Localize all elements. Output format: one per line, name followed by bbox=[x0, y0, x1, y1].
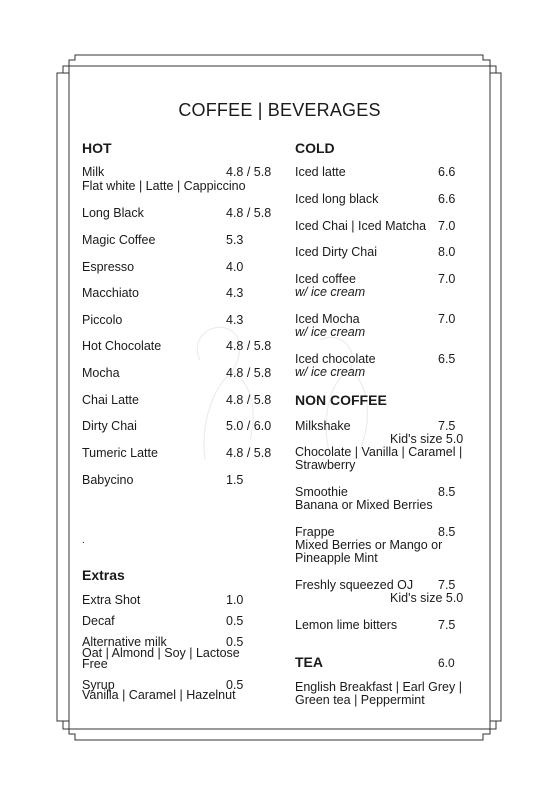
item-name: Iced coffee bbox=[295, 272, 356, 286]
item-name: Extra Shot bbox=[82, 593, 141, 607]
item-name: Iced Dirty Chai bbox=[295, 245, 377, 259]
item-price: 8.5 bbox=[438, 525, 456, 539]
item-price: 0.5 bbox=[226, 635, 244, 649]
kids-size-price: Kid's size 5.0 bbox=[390, 432, 464, 446]
item-price: 4.0 bbox=[226, 260, 244, 274]
item-options: Green tea | Peppermint bbox=[295, 693, 425, 707]
item-price: 4.8 / 5.8 bbox=[226, 206, 272, 220]
hot-heading: HOT bbox=[82, 140, 112, 156]
item-options: Oat | Almond | Soy | Lactose bbox=[82, 646, 240, 660]
item-price: 4.8 / 5.8 bbox=[226, 446, 272, 460]
kids-size-price: Kid's size 5.0 bbox=[390, 591, 464, 605]
item-price: 6.5 bbox=[438, 352, 456, 366]
item-name: Milk bbox=[82, 165, 105, 179]
item-options: w/ ice cream bbox=[295, 365, 366, 379]
item-options: w/ ice cream bbox=[295, 325, 366, 339]
item-name: Macchiato bbox=[82, 286, 139, 300]
item-name: Mocha bbox=[82, 366, 120, 380]
item-options: Banana or Mixed Berries bbox=[295, 498, 433, 512]
item-price: 6.6 bbox=[438, 165, 456, 179]
item-name: Long Black bbox=[82, 206, 144, 220]
item-price: 7.5 bbox=[438, 419, 456, 433]
item-price: 4.3 bbox=[226, 286, 244, 300]
item-name: Smoothie bbox=[295, 485, 348, 499]
stray-dot: . bbox=[82, 535, 85, 546]
item-options: Free bbox=[82, 657, 108, 671]
item-options: Vanilla | Caramel | Hazelnut bbox=[82, 688, 236, 702]
item-price: 6.6 bbox=[438, 192, 456, 206]
item-price: 4.8 / 5.8 bbox=[226, 393, 272, 407]
item-name: Iced Mocha bbox=[295, 312, 360, 326]
item-name: Babycino bbox=[82, 473, 134, 487]
item-name: Espresso bbox=[82, 260, 135, 274]
item-price: 7.0 bbox=[438, 312, 456, 326]
item-name: Lemon lime bitters bbox=[295, 618, 398, 632]
item-name: Iced long black bbox=[295, 192, 379, 206]
item-name: Frappe bbox=[295, 525, 335, 539]
item-price: 4.8 / 5.8 bbox=[226, 165, 272, 179]
item-name: Tumeric Latte bbox=[82, 446, 158, 460]
item-price: 7.5 bbox=[438, 578, 456, 592]
item-name: Freshly squeezed OJ bbox=[295, 578, 414, 592]
item-name: Dirty Chai bbox=[82, 419, 137, 433]
item-price: 7.5 bbox=[438, 618, 456, 632]
item-options: Mixed Berries or Mango or bbox=[295, 538, 443, 552]
item-name: Iced Chai | Iced Matcha bbox=[295, 219, 427, 233]
item-price: 0.5 bbox=[226, 614, 244, 628]
item-name: Alternative milk bbox=[82, 635, 167, 649]
item-price: 0.5 bbox=[226, 678, 244, 692]
item-name: Decaf bbox=[82, 614, 115, 628]
item-name: Iced chocolate bbox=[295, 352, 376, 366]
item-price: 8.0 bbox=[438, 245, 456, 259]
non-coffee-heading: NON COFFEE bbox=[295, 392, 387, 408]
item-price: 6.0 bbox=[438, 656, 455, 670]
item-price: 5.3 bbox=[226, 233, 244, 247]
item-options: Chocolate | Vanilla | Caramel | bbox=[295, 445, 463, 459]
item-price: 1.5 bbox=[226, 473, 244, 487]
item-name: Milkshake bbox=[295, 419, 351, 433]
item-name: Piccolo bbox=[82, 313, 123, 327]
item-price: 8.5 bbox=[438, 485, 456, 499]
item-name: Syrup bbox=[82, 678, 115, 692]
item-options: w/ ice cream bbox=[295, 285, 366, 299]
item-name: Chai Latte bbox=[82, 393, 139, 407]
item-name: Magic Coffee bbox=[82, 233, 156, 247]
item-price: 5.0 / 6.0 bbox=[226, 419, 272, 433]
cold-heading: COLD bbox=[295, 140, 335, 156]
item-options: English Breakfast | Earl Grey | bbox=[295, 680, 462, 694]
item-options: Flat white | Latte | Cappiccino bbox=[82, 179, 246, 193]
item-price: 7.0 bbox=[438, 219, 456, 233]
tea-heading: TEA bbox=[295, 654, 323, 670]
item-price: 4.8 / 5.8 bbox=[226, 339, 272, 353]
item-price: 4.8 / 5.8 bbox=[226, 366, 272, 380]
item-price: 4.3 bbox=[226, 313, 244, 327]
menu-title: COFFEE | BEVERAGES bbox=[178, 100, 381, 120]
item-name: Hot Chocolate bbox=[82, 339, 162, 353]
item-options: Pineapple Mint bbox=[295, 551, 378, 565]
item-price: 7.0 bbox=[438, 272, 456, 286]
item-options: Strawberry bbox=[295, 458, 356, 472]
extras-heading: Extras bbox=[82, 567, 125, 583]
item-price: 1.0 bbox=[226, 593, 244, 607]
item-name: Iced latte bbox=[295, 165, 346, 179]
